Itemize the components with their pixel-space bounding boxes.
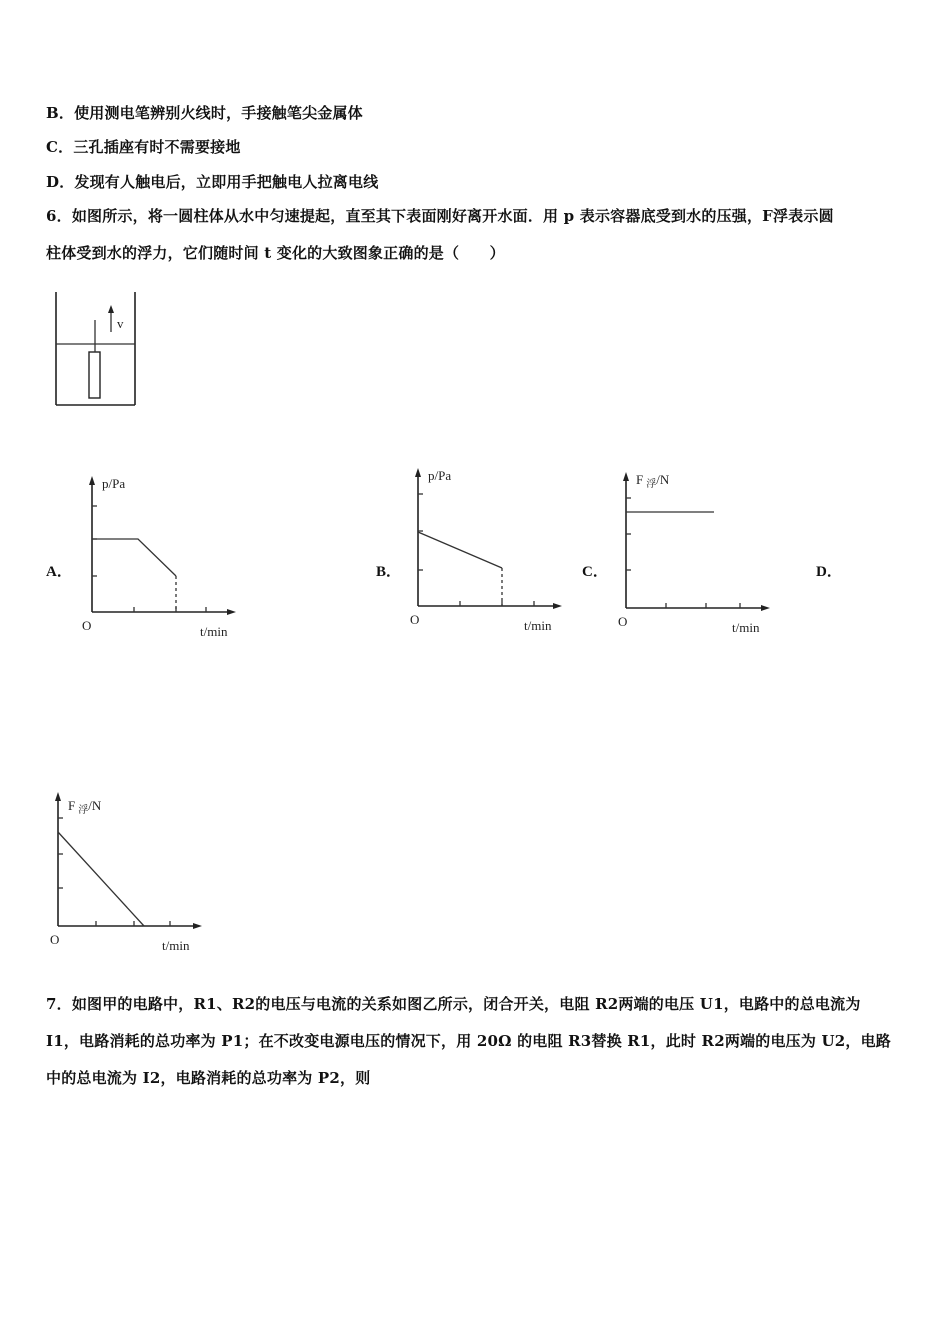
graph-d-curve — [58, 832, 144, 926]
graph-b-y-arrow — [415, 468, 421, 477]
graph-c — [614, 468, 774, 638]
q7-stem-line1: 7．如图甲的电路中，R1、R2的电压与电流的关系如图乙所示，闭合开关，电阻 R2两端的电压 U1，电路中的总电流为 — [46, 995, 861, 1013]
graph-d-ylabel — [68, 798, 102, 816]
graph-d-ylabel-unit: /N — [88, 798, 102, 813]
q7-stem-line3: 中的总电流为 I2，电路消耗的总功率为 P2，则 — [46, 1069, 371, 1087]
graph-a — [80, 472, 240, 642]
graph-d — [46, 788, 206, 958]
option-c-label: C． — [582, 564, 608, 580]
graph-b-x-arrow — [553, 603, 562, 609]
velocity-label: v — [117, 316, 124, 331]
graph-c-x-arrow — [761, 605, 770, 611]
graph-d-y-arrow — [55, 792, 61, 801]
graph-a-y-arrow — [89, 476, 95, 485]
graph-a-curve — [92, 539, 176, 576]
option-b-prev: B．使用测电笔辨别火线时，手接触笔尖金属体 — [46, 104, 363, 122]
graph-b-curve — [418, 532, 502, 568]
graph-b-xlabel: t/min — [524, 618, 552, 633]
option-b-label: B． — [376, 564, 402, 580]
graph-c-origin: O — [618, 614, 628, 629]
graph-a-xlabel: t/min — [200, 624, 228, 639]
q6-stem-line2: 柱体受到水的浮力，它们随时间 t 变化的大致图象正确的是（ ） — [46, 244, 505, 262]
graph-c-xlabel: t/min — [732, 620, 760, 635]
graph-c-ylabel-sub: 浮 — [646, 479, 657, 490]
graph-c-ylabel-unit: /N — [656, 472, 670, 487]
cylinder — [89, 352, 100, 398]
graph-d-ylabel-sub: 浮 — [78, 805, 89, 816]
q6-stem-line1: 6．如图所示，将一圆柱体从水中匀速提起，直至其下表面刚好离开水面．用 p 表示容器底受到水的压强，F浮表示圆 — [46, 207, 834, 225]
graph-b-origin: O — [410, 612, 420, 627]
graph-a-x-arrow — [227, 609, 236, 615]
graph-b — [406, 464, 566, 634]
graph-c-ylabel-main: F — [636, 472, 644, 487]
graph-c-ylabel — [636, 472, 670, 490]
graph-a-ylabel: p/Pa — [102, 476, 126, 491]
velocity-arrow-head — [108, 305, 114, 313]
graph-a-origin: O — [82, 618, 92, 633]
option-c-prev: C．三孔插座有时不需要接地 — [46, 138, 241, 156]
graph-b-ylabel: p/Pa — [428, 468, 452, 483]
graph-d-x-arrow — [193, 923, 202, 929]
q7-stem-line2: I1，电路消耗的总功率为 P1；在不改变电源电压的情况下，用 20Ω 的电阻 R3替换 R1，此时 R2两端的电压为 U2，电路 — [46, 1032, 891, 1050]
graph-d-origin: O — [50, 932, 60, 947]
graph-d-xlabel: t/min — [162, 938, 190, 953]
container-figure — [50, 290, 145, 410]
graph-d-ylabel-main: F — [68, 798, 76, 813]
option-a-label: A． — [46, 564, 72, 580]
graph-c-y-arrow — [623, 472, 629, 481]
option-d-prev: D．发现有人触电后，立即用手把触电人拉离电线 — [46, 173, 379, 191]
option-d-label: D． — [816, 564, 842, 580]
